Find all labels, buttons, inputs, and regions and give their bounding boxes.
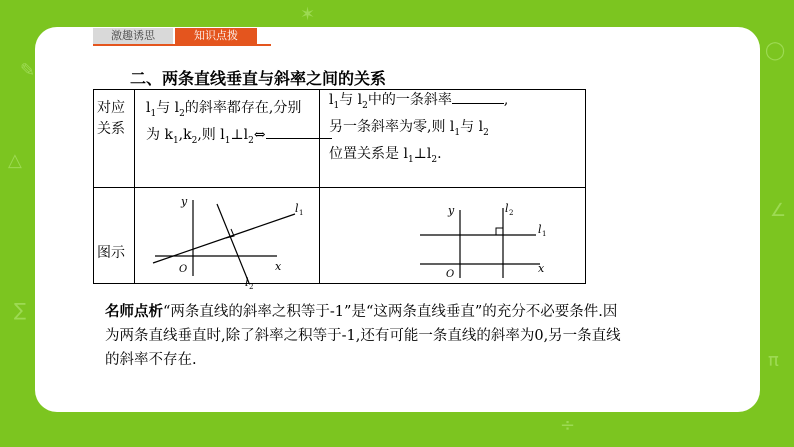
l2-sub: 2 [249, 283, 254, 291]
case2-perp: ⊥l [413, 145, 432, 162]
case2-text [329, 90, 508, 170]
row1-header [97, 98, 125, 140]
case2-l1: l [329, 92, 334, 108]
tab-motivation[interactable]: 激趣诱思 [93, 28, 173, 44]
x-label: x [538, 262, 545, 275]
subscript: 2 [248, 135, 254, 146]
line-l2 [217, 204, 249, 283]
case1-l1: l [146, 100, 151, 116]
decorative-chalk-math: ◯ [765, 40, 786, 61]
analysis-text: “两条直线的斜率之积等于-1”是“这两条直线垂直”的充分不必要条件.因为两条直线垂直时,除了斜率之积等于-1,还有可能一条直线的斜率为0,另一条直线的斜率不存在. [105, 304, 621, 368]
section-tabs [93, 28, 257, 44]
answer-blank[interactable] [452, 103, 504, 104]
case2-period: . [437, 145, 442, 162]
tab-knowledge[interactable]: 知识点拨 [175, 28, 257, 44]
subscript: 1 [407, 154, 414, 165]
case2-and: 与 l [339, 92, 363, 108]
origin-label: O [179, 264, 188, 275]
case1-pre: 为 k [146, 126, 173, 143]
subscript: 2 [431, 154, 438, 165]
decorative-chalk-math: ∠ [770, 200, 787, 221]
subscript: 1 [454, 127, 461, 138]
case2-pre: 另一条斜率为零,则 l [329, 118, 455, 135]
subscript: 2 [191, 135, 198, 146]
case2-comma: , [503, 92, 509, 108]
figure-axis-parallel-lines [320, 188, 586, 284]
subscript: 1 [224, 135, 231, 146]
case2-rest: 中的一条斜率 [367, 92, 452, 108]
case1-then: ,则 l [197, 126, 225, 143]
x-label: x [275, 260, 282, 273]
decorative-chalk-math: ✶ [300, 4, 316, 25]
row2-header: 图示 [97, 245, 125, 261]
case2-and2: 与 l [460, 118, 484, 135]
l1-sub: 1 [542, 230, 547, 238]
tab-underline [93, 44, 271, 46]
decorative-chalk-math: ∑ [14, 300, 27, 321]
decorative-chalk-math: △ [8, 150, 22, 171]
relation-table [93, 89, 586, 291]
section-heading: 二、两条直线垂直与斜率之间的关系 [130, 69, 387, 88]
right-angle-marker [496, 228, 503, 235]
subscript: 1 [172, 135, 179, 146]
decorative-chalk-math: π [768, 350, 779, 371]
analysis-label: 名师点析 [105, 304, 163, 320]
case1-comma: ,k [178, 126, 192, 143]
subscript: 2 [179, 108, 185, 119]
answer-blank[interactable] [266, 138, 332, 139]
subscript: 1 [150, 108, 157, 119]
subscript: 2 [483, 127, 489, 138]
case2-position: 位置关系是 l [329, 145, 408, 162]
case1-perp: ⊥l [230, 126, 249, 143]
subscript: 2 [362, 100, 368, 111]
figure-oblique-lines [135, 188, 319, 291]
teacher-analysis [105, 300, 625, 372]
l1-sub: 1 [299, 209, 304, 217]
l2-label: l [505, 202, 509, 215]
origin-label: O [446, 269, 455, 280]
subscript: 1 [333, 100, 340, 111]
row1-header-line2: 关系 [97, 121, 125, 137]
l1-label: l [538, 223, 542, 236]
l1-label: l [295, 202, 299, 215]
case1-rest: 的斜率都存在,分别 [184, 100, 302, 116]
y-label: y [448, 204, 455, 217]
decorative-chalk-math: ÷ [560, 415, 576, 436]
decorative-chalk-math: ✎ [20, 60, 36, 81]
case1-and: 与 l [156, 100, 180, 116]
case1-text [146, 98, 332, 152]
l2-label: l [245, 276, 249, 289]
row1-header-line1: 对应 [97, 100, 125, 116]
case1-iff: ⇔ [253, 126, 266, 143]
y-label: y [181, 195, 188, 208]
l2-sub: 2 [509, 209, 514, 217]
